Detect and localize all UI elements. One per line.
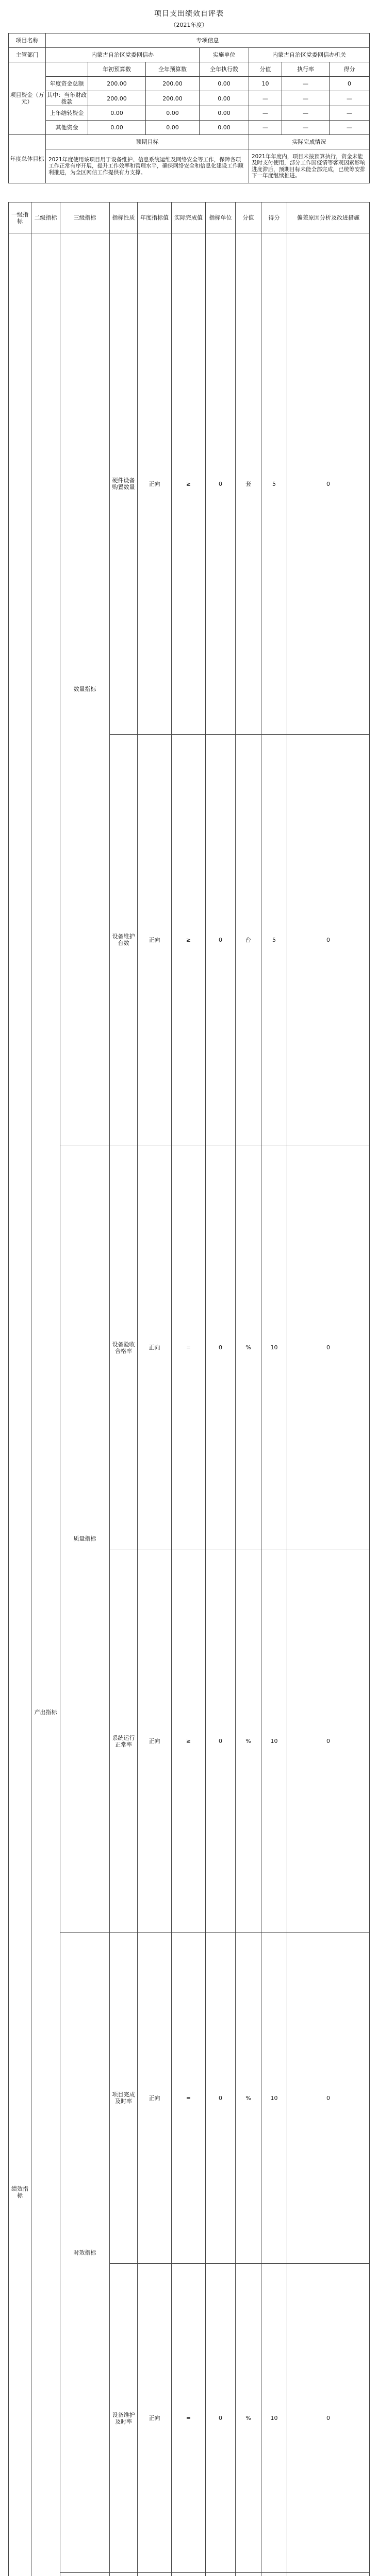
col-header: 年度指标值: [138, 202, 172, 233]
project-summary-table: [8, 33, 370, 183]
unit: %: [236, 1933, 261, 2264]
fund-cell: —: [282, 91, 330, 106]
col-header: 二级指标: [31, 202, 60, 233]
col-header: 分值: [236, 202, 261, 233]
impl-value: 内蒙古自治区党委网信办机关: [249, 48, 370, 62]
indicator-header-row: [9, 202, 370, 233]
score: 5: [261, 735, 287, 1145]
dept-value: 内蒙古自治区党委网信办: [46, 48, 200, 62]
done: 0: [206, 1145, 236, 1550]
got: 0: [287, 1933, 370, 2264]
got: [287, 2573, 370, 2576]
fund-cell: 0.00: [146, 106, 200, 121]
dept-row: [9, 48, 370, 62]
unit: %: [236, 2264, 261, 2573]
got: 0: [287, 1550, 370, 1933]
l3-name: 系统运行正常率: [110, 1550, 138, 1933]
indicator-row: [9, 233, 370, 735]
goals-label: 年度总体目标: [9, 135, 46, 183]
impl-label: 实施单位: [200, 48, 249, 62]
fund-cell: 0.00: [200, 91, 249, 106]
nature: 正向: [138, 233, 172, 735]
goals-header-row: [9, 135, 370, 149]
col-header: 偏差原因分析及改进措施: [287, 202, 370, 233]
l3-name: 设备验收合格率: [110, 1145, 138, 1550]
fund-cell: 10: [249, 77, 282, 91]
fund-cell: —: [282, 121, 330, 135]
indicator-row: [9, 2573, 370, 2576]
target: =: [172, 1145, 206, 1550]
fund-cell: 200.00: [88, 77, 146, 91]
table-year: （2021年度）: [170, 22, 208, 28]
got: 0: [287, 735, 370, 1145]
level1-output: 产出指标: [31, 233, 60, 2576]
fund-cell: 0.00: [88, 121, 146, 135]
target: =: [172, 2264, 206, 2573]
target: =: [172, 1933, 206, 2264]
done: 0: [206, 1933, 236, 2264]
project-name-value: 专项信息: [46, 33, 370, 48]
table-title: 项目支出绩效自评表: [154, 10, 224, 18]
level2-qual: 质量指标: [60, 1145, 110, 1933]
nature: 正向: [138, 1145, 172, 1550]
l3-name: 设备维护及时率: [110, 2264, 138, 2573]
goals-expected-header: 预期目标: [46, 135, 249, 149]
fund-header-row: [9, 62, 370, 77]
fund-row-label: 年度资金总额: [46, 77, 88, 91]
fund-cell: —: [330, 121, 370, 135]
fund-col-header: 分值: [249, 62, 282, 77]
nature: 正向: [138, 735, 172, 1145]
target: ≥: [172, 735, 206, 1145]
level2-time: 时效指标: [60, 1933, 110, 2573]
score: 10: [261, 1550, 287, 1933]
got: 0: [287, 233, 370, 735]
unit: %: [236, 1550, 261, 1933]
nature: [138, 2573, 172, 2576]
target: ≥: [172, 233, 206, 735]
nature: 正向: [138, 2264, 172, 2573]
project-name-row: [9, 33, 370, 48]
title-block: [0, 8, 378, 29]
got: 0: [287, 2264, 370, 2573]
fund-cell: 0.00: [200, 106, 249, 121]
done: 0: [206, 2264, 236, 2573]
fund-label: 项目资金（万元）: [9, 62, 46, 135]
fund-row: [9, 91, 370, 106]
project-name-label: 项目名称: [9, 33, 46, 48]
got: 0: [287, 1145, 370, 1550]
fund-cell: —: [249, 106, 282, 121]
fund-cell: —: [282, 106, 330, 121]
score: 10: [261, 1933, 287, 2264]
level1-perf: 绩效指标: [9, 233, 31, 2576]
col-header: 一级指标: [9, 202, 31, 233]
done: [206, 2573, 236, 2576]
unit: [236, 2573, 261, 2576]
score: 10: [261, 2264, 287, 2573]
fund-cell: 0.00: [146, 121, 200, 135]
fund-row: [9, 121, 370, 135]
fund-cell: 200.00: [88, 91, 146, 106]
fund-col-header: 全年执行数: [200, 62, 249, 77]
col-header: 指标单位: [206, 202, 236, 233]
indicator-table: [8, 202, 370, 2576]
goals-actual-text: 2021年年度内，项目未按预算执行，资金未能及时支付使用，部分工作因疫情等客观因素影响进度滞后，预期目标未能全部完成，已统筹安排下一年度继续推进。: [249, 149, 370, 183]
col-header: 实际完成值: [172, 202, 206, 233]
fund-cell: —: [282, 77, 330, 91]
unit: %: [236, 1145, 261, 1550]
fund-cell: 0.00: [200, 121, 249, 135]
l3-name: [110, 2573, 138, 2576]
fund-cell: —: [330, 106, 370, 121]
fund-row: [9, 106, 370, 121]
col-header: 得分: [261, 202, 287, 233]
fund-cell: 0.00: [200, 77, 249, 91]
fund-col-header: 得分: [330, 62, 370, 77]
score: 5: [261, 233, 287, 735]
unit: 套: [236, 233, 261, 735]
l3-name: 设备维护台数: [110, 735, 138, 1145]
done: 0: [206, 1550, 236, 1933]
target: [172, 2573, 206, 2576]
unit: 台: [236, 735, 261, 1145]
score: [261, 2573, 287, 2576]
indicator-row: [9, 1933, 370, 2264]
fund-cell: —: [330, 91, 370, 106]
fund-cell: 200.00: [146, 91, 200, 106]
goals-expected-text: 2021年度使用该项目用于设备维护、信息系统运维及网络安全等工作，保障各项工作正常有序开展，提升工作效率和管理水平，确保网络安全和信息化建设工作顺利推进，为全区网信工作提供有力支撑。: [46, 149, 249, 183]
target: ≥: [172, 1550, 206, 1933]
fund-col-header: 全年预算数: [146, 62, 200, 77]
fund-cell: 200.00: [146, 77, 200, 91]
col-header: 三级指标: [60, 202, 110, 233]
fund-cell: 0.00: [88, 106, 146, 121]
fund-row-label: 上年结转资金: [46, 106, 88, 121]
fund-cell: —: [249, 121, 282, 135]
fund-corner: [46, 62, 88, 77]
goals-actual-header: 实际完成情况: [249, 135, 370, 149]
indicator-row: [9, 1145, 370, 1550]
l3-name: 项目完成及时率: [110, 1933, 138, 2264]
level2-cost: [60, 2573, 110, 2576]
fund-col-header: 执行率: [282, 62, 330, 77]
done: 0: [206, 735, 236, 1145]
fund-cell: —: [249, 91, 282, 106]
nature: 正向: [138, 1550, 172, 1933]
fund-cell: 0: [330, 77, 370, 91]
nature: 正向: [138, 1933, 172, 2264]
level2-qty: 数量指标: [60, 233, 110, 1145]
goals-text-row: [9, 149, 370, 183]
done: 0: [206, 233, 236, 735]
fund-row-label: 其他资金: [46, 121, 88, 135]
fund-row-label: 其中：当年财政拨款: [46, 91, 88, 106]
dept-label: 主管部门: [9, 48, 46, 62]
fund-col-header: 年初预算数: [88, 62, 146, 77]
score: 10: [261, 1145, 287, 1550]
col-header: 指标性质: [110, 202, 138, 233]
l3-name: 硬件设备购置数量: [110, 233, 138, 735]
fund-row: [9, 77, 370, 91]
